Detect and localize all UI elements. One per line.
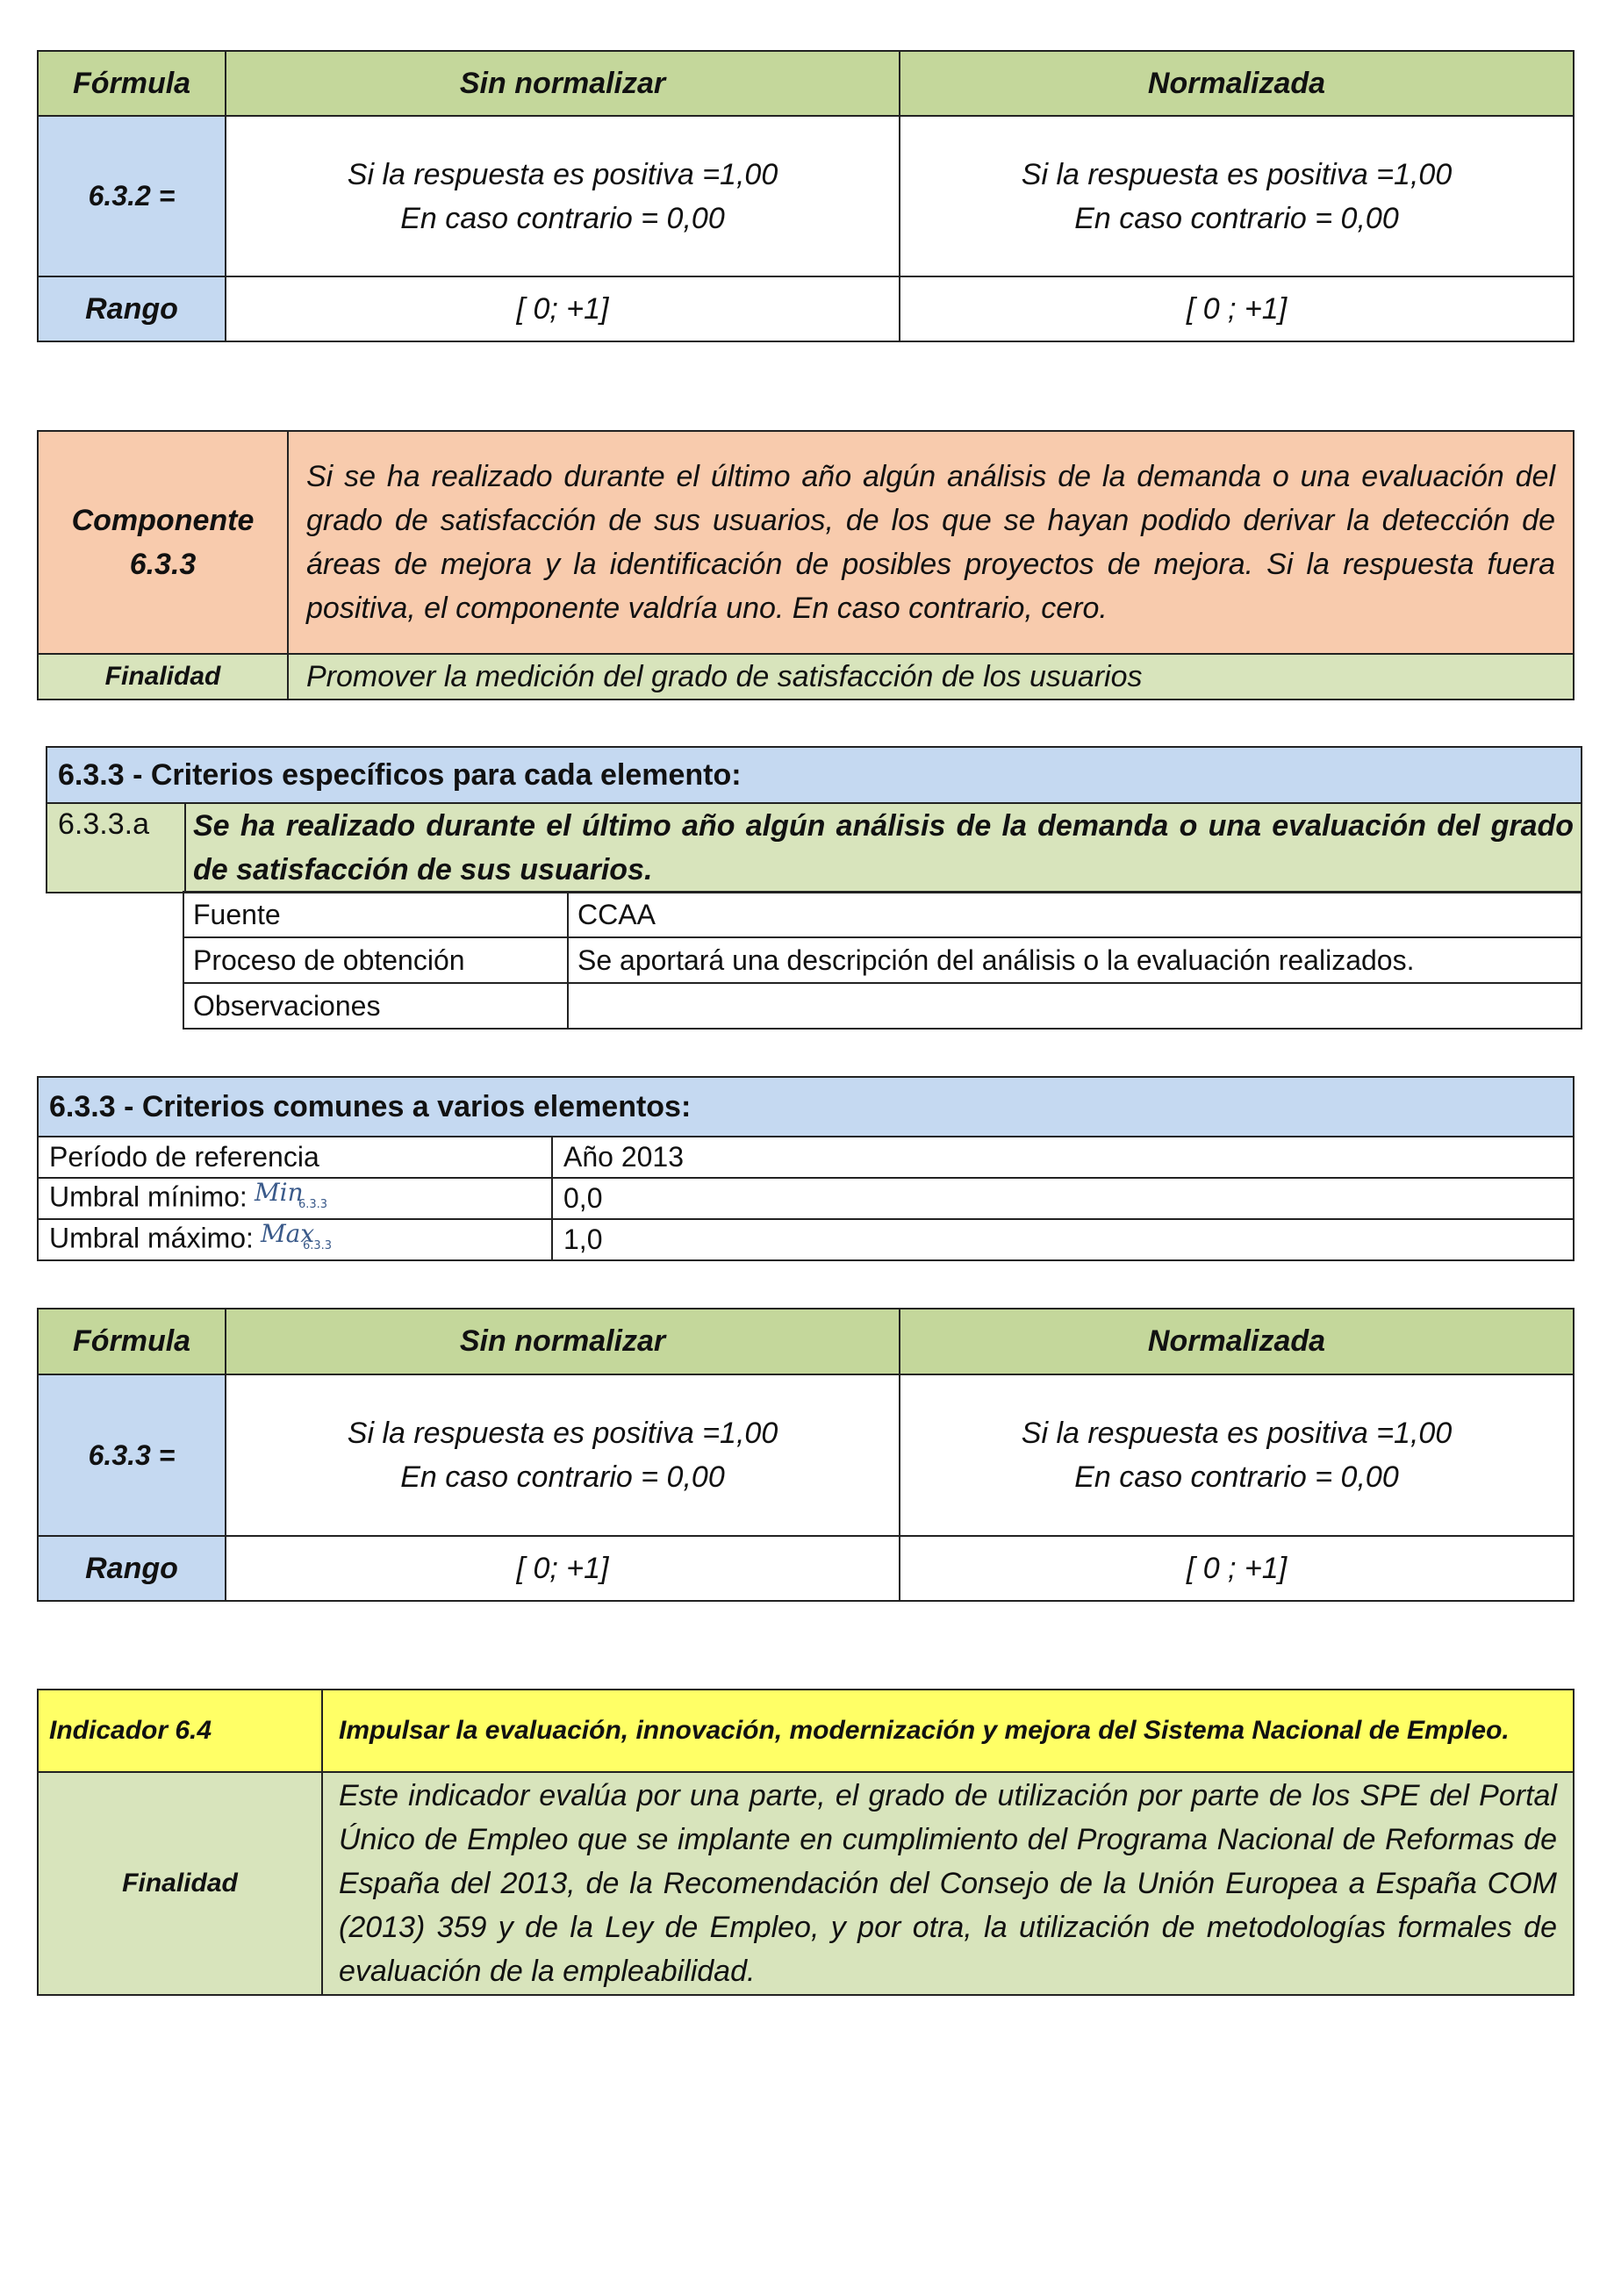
indicator-label: Indicador 6.4: [38, 1690, 322, 1772]
normalized-formula: [900, 116, 1574, 276]
formula-line: En caso contrario = 0,00: [1074, 1460, 1399, 1494]
range-normalized: [ 0 ; +1]: [900, 276, 1574, 341]
indicator-purpose-label: Finalidad: [38, 1772, 322, 1995]
detail-label: Observaciones: [183, 983, 568, 1029]
max-threshold-value: 1,0: [552, 1219, 1574, 1260]
formula-line: Si la respuesta es positiva =1,00: [347, 157, 778, 191]
formula-line: En caso contrario = 0,00: [400, 1460, 725, 1494]
component-table-633: [37, 430, 1575, 700]
min-symbol-image: [253, 1177, 327, 1218]
range-unnormalized: [ 0; +1]: [226, 1536, 900, 1601]
range-label: Rango: [38, 276, 226, 341]
min-threshold-label: Umbral mínimo:: [49, 1180, 247, 1212]
detail-value: CCAA: [568, 892, 1582, 937]
common-criteria-title: 6.3.3 - Criterios comunes a varios elementos:: [38, 1077, 1574, 1137]
min-threshold-value: 0,0: [552, 1178, 1574, 1219]
unnormalized-formula: [226, 1374, 900, 1536]
component-label-line: Componente: [71, 504, 255, 537]
max-threshold-label: Umbral máximo:: [49, 1221, 254, 1253]
max-subscript: 6.3.3: [302, 1238, 332, 1252]
formula-line: Si la respuesta es positiva =1,00: [347, 1417, 778, 1450]
component-label-line: 6.3.3: [129, 548, 197, 581]
formula-table-632: [37, 50, 1575, 342]
formula-line: Si la respuesta es positiva =1,00: [1021, 157, 1453, 191]
detail-label: Fuente: [183, 892, 568, 937]
unnormalized-header: Sin normalizar: [226, 51, 900, 116]
unnormalized-formula: [226, 116, 900, 276]
reference-period-value: Año 2013: [552, 1137, 1574, 1178]
indicator-title: Impulsar la evaluación, innovación, modernización y mejora del Sistema Nacional de Empleo.: [322, 1690, 1574, 1772]
range-label: Rango: [38, 1536, 226, 1601]
formula-line: Si la respuesta es positiva =1,00: [1021, 1417, 1453, 1450]
element-code: 6.3.3.a: [47, 803, 185, 893]
formula-header: Fórmula: [38, 51, 226, 116]
component-label: [38, 431, 288, 654]
max-threshold-cell: [38, 1219, 552, 1260]
specific-criteria-details: [183, 891, 1582, 1030]
min-symbol: Min: [254, 1177, 304, 1207]
detail-value: Se aportará una descripción del análisis o la evaluación realizados.: [568, 937, 1582, 983]
reference-period-label: Período de referencia: [38, 1137, 552, 1178]
detail-value: [568, 983, 1582, 1029]
unnormalized-header: Sin normalizar: [226, 1309, 900, 1374]
formula-line: En caso contrario = 0,00: [1074, 201, 1399, 235]
max-symbol-image: [259, 1218, 332, 1259]
formula-label: 6.3.2 =: [38, 116, 226, 276]
formula-label: 6.3.3 =: [38, 1374, 226, 1536]
formula-header: Fórmula: [38, 1309, 226, 1374]
formula-table-633: [37, 1308, 1575, 1602]
indicator-table-64: [37, 1689, 1575, 1996]
indicator-purpose-text: Este indicador evalúa por una parte, el grado de utilización por parte de los SPE del Portal Único de Empleo que se implante en cumplimiento del Programa Nacional de Reformas de España del 2013, de la Recomendación del Consejo de la Unión Europea a España COM (2013) 359 y de la Ley de Empleo, y por otra, la utilización de metodologías formales de evaluación de la empleabilidad.: [322, 1772, 1574, 1995]
specific-criteria-table: [46, 746, 1582, 893]
min-threshold-cell: [38, 1178, 552, 1219]
specific-criteria-title: 6.3.3 - Criterios específicos para cada elemento:: [47, 747, 1582, 803]
purpose-label: Finalidad: [38, 654, 288, 700]
normalized-header: Normalizada: [900, 51, 1574, 116]
range-normalized: [ 0 ; +1]: [900, 1536, 1574, 1601]
detail-label: Proceso de obtención: [183, 937, 568, 983]
max-symbol: Max: [260, 1218, 315, 1248]
component-description: Si se ha realizado durante el último año algún análisis de la demanda o una evaluación del grado de satisfacción de sus usuarios, de los que se hayan podido derivar la detección de áreas de mejora y la identificación de posibles proyectos de mejora. Si la respuesta fuera positiva, el componente valdría uno. En caso contrario, cero.: [288, 431, 1574, 654]
normalized-formula: [900, 1374, 1574, 1536]
formula-line: En caso contrario = 0,00: [400, 201, 725, 235]
min-subscript: 6.3.3: [298, 1197, 327, 1211]
common-criteria-table: [37, 1076, 1575, 1261]
normalized-header: Normalizada: [900, 1309, 1574, 1374]
purpose-text: Promover la medición del grado de satisfacción de los usuarios: [288, 654, 1574, 700]
element-text: Se ha realizado durante el último año algún análisis de la demanda o una evaluación del grado de satisfacción de sus usuarios.: [185, 803, 1582, 893]
range-unnormalized: [ 0; +1]: [226, 276, 900, 341]
